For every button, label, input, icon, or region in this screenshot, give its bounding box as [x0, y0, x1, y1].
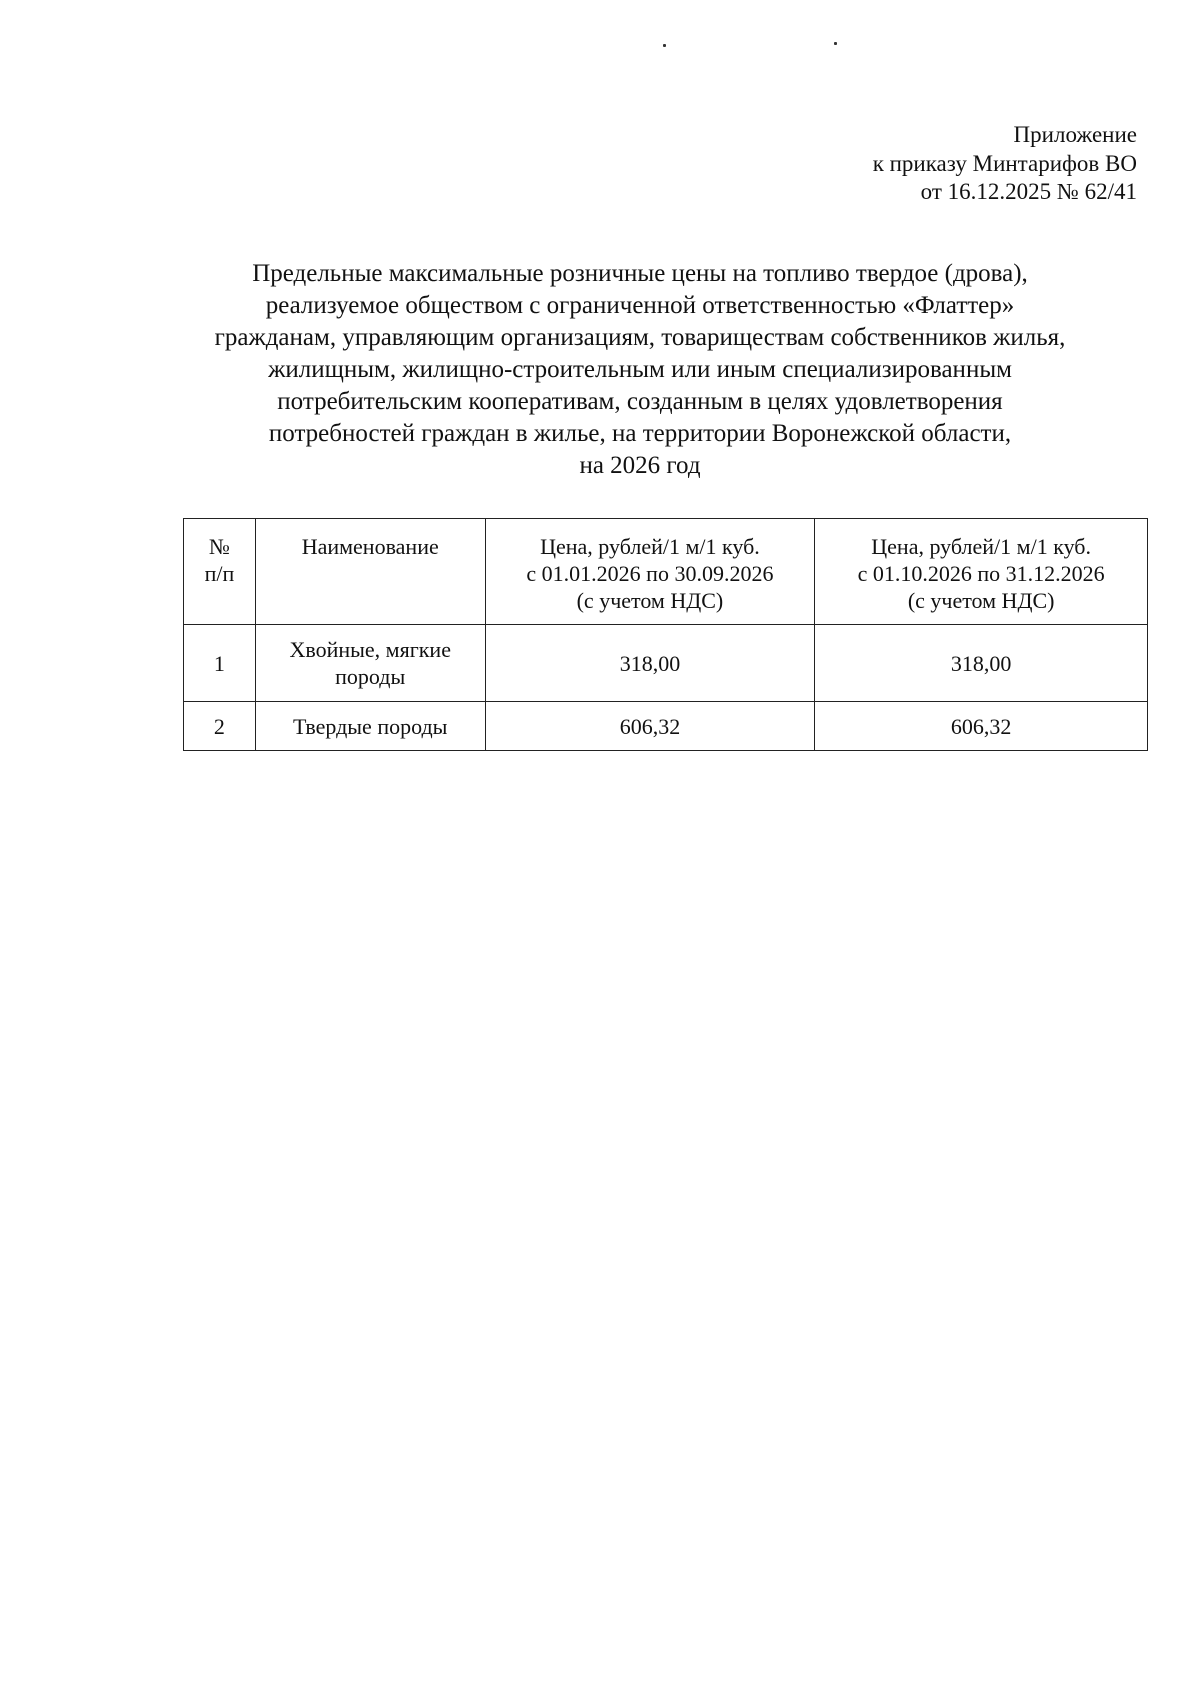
title-line: Предельные максимальные розничные цены на топливо твердое (дрова),	[252, 260, 1028, 287]
header-price2-line: Цена, рублей/1 м/1 куб.	[871, 534, 1091, 559]
appendix-order-ref: к приказу Минтарифов ВО	[872, 150, 1137, 176]
row-number: 2	[184, 702, 256, 751]
header-name	[255, 519, 485, 625]
header-price-period-1	[485, 519, 815, 625]
header-name-line: Наименование	[301, 534, 439, 559]
title-line: на 2026 год	[579, 452, 701, 479]
header-number-line: №	[208, 534, 230, 559]
price-table	[183, 518, 1148, 751]
row-name-line: породы	[335, 664, 406, 689]
title-line: жилищным, жилищно-строительным или иным специализированным	[268, 356, 1012, 383]
header-price2-line: с 01.10.2026 по 31.12.2026	[857, 561, 1105, 586]
row-name	[255, 702, 485, 751]
table-header-row	[184, 519, 1148, 625]
row-price-period-2: 318,00	[815, 625, 1148, 702]
row-price-period-1: 318,00	[485, 625, 815, 702]
title-line: потребительским кооперативам, созданным в целях удовлетворения	[277, 388, 1003, 415]
title-line: потребностей граждан в жилье, на территории Воронежской области,	[268, 420, 1012, 447]
title-line: гражданам, управляющим организациям, товариществам собственников жилья,	[214, 324, 1066, 351]
header-price-period-2	[815, 519, 1148, 625]
row-name	[255, 625, 485, 702]
row-number: 1	[184, 625, 256, 702]
row-price-period-2: 606,32	[815, 702, 1148, 751]
row-name-line: Хвойные, мягкие	[289, 637, 451, 662]
header-number-line: п/п	[204, 561, 235, 586]
appendix-label: Приложение	[1013, 122, 1137, 147]
row-name-line: Твердые породы	[293, 713, 448, 739]
header-price1-line: (с учетом НДС)	[576, 588, 724, 613]
header-price2-line: (с учетом НДС)	[907, 588, 1055, 613]
appendix-header	[873, 121, 1137, 207]
row-price-period-1: 606,32	[485, 702, 815, 751]
appendix-order-date: от 16.12.2025 № 62/41	[920, 179, 1137, 204]
table-row	[184, 625, 1148, 702]
header-price1-line: Цена, рублей/1 м/1 куб.	[540, 534, 760, 559]
title-line: реализуемое обществом с ограниченной ответственностью «Флаттер»	[265, 292, 1015, 319]
header-number	[184, 519, 256, 625]
document-title	[120, 258, 1160, 482]
scan-speck	[663, 44, 666, 47]
scan-speck	[834, 42, 837, 45]
table-row	[184, 702, 1148, 751]
header-price1-line: с 01.01.2026 по 30.09.2026	[526, 561, 774, 586]
